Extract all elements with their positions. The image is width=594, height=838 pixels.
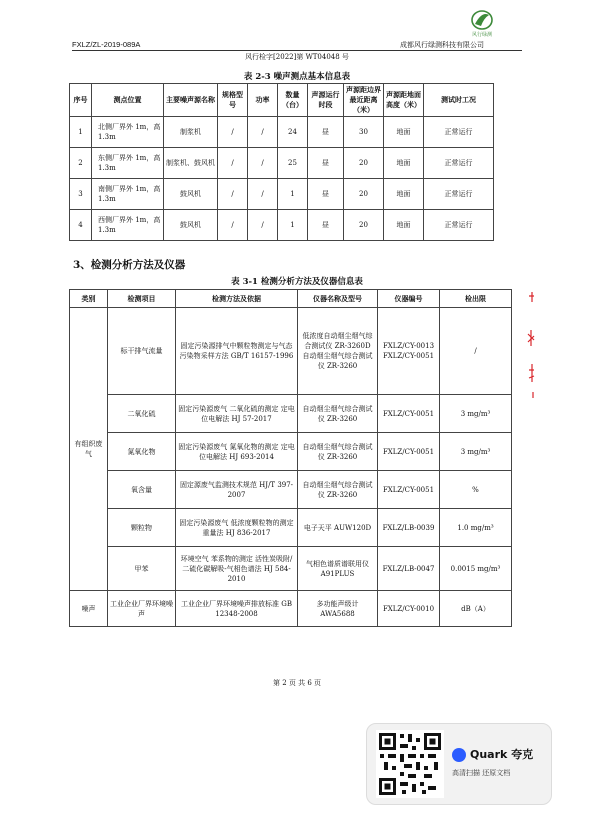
table-cell: 电子天平 AUW120D	[298, 509, 378, 547]
table-cell: 正常运行	[424, 117, 494, 148]
table-cell: /	[248, 117, 278, 148]
table-cell: /	[248, 179, 278, 210]
table-cell: 工业企业厂界环境噪声	[108, 591, 176, 627]
header-cell: 仪器名称及型号	[298, 290, 378, 308]
table-cell: 30	[344, 117, 384, 148]
header-cell: 规格型号	[218, 84, 248, 117]
table-row	[70, 591, 512, 627]
table-cell: 制浆机、鼓风机	[164, 148, 218, 179]
category-cell: 噪声	[70, 591, 108, 627]
table-cell: 多功能声级计 AWA5688	[298, 591, 378, 627]
table-cell: 2	[70, 148, 92, 179]
method-instrument-table	[69, 289, 512, 627]
section-title: 3、检测分析方法及仪器	[73, 259, 186, 271]
noise-point-table	[69, 83, 494, 241]
table-cell: 3	[70, 179, 92, 210]
table2-caption: 表 3-1 检测分析方法及仪器信息表	[231, 277, 363, 287]
table-cell: 地面	[384, 210, 424, 241]
category-cell: 有组织废气	[70, 308, 108, 591]
header-cell: 测试时工况	[424, 84, 494, 117]
table-cell: FXLZ/CY-0051	[378, 471, 440, 509]
table-cell: 1.0 mg/m³	[440, 509, 512, 547]
table-row	[70, 179, 494, 210]
table-row	[70, 308, 512, 395]
table-cell: 20	[344, 148, 384, 179]
header-cell: 声源距地面高度（米）	[384, 84, 424, 117]
table1-header-row	[70, 84, 494, 117]
seal-stamp-icon	[522, 290, 536, 400]
header-cell: 声源距边界最近距离（米）	[344, 84, 384, 117]
table-cell: dB（A）	[440, 591, 512, 627]
table-cell: 25	[278, 148, 308, 179]
quark-brand	[452, 748, 548, 762]
table-cell: 氮氧化物	[108, 433, 176, 471]
table-cell: 昼	[308, 148, 344, 179]
table-cell: FXLZ/LB-0039	[378, 509, 440, 547]
header-cell: 检测项目	[108, 290, 176, 308]
table-row	[70, 395, 512, 433]
table-cell: 地面	[384, 148, 424, 179]
table-cell: FXLZ/CY-0051	[378, 433, 440, 471]
header-cell: 功率	[248, 84, 278, 117]
table-cell: /	[248, 148, 278, 179]
table-cell: 20	[344, 210, 384, 241]
table-cell: 气相色谱质谱联用仪 A91PLUS	[298, 547, 378, 591]
table-row	[70, 148, 494, 179]
table-cell: 固定污染源废气 二氧化硫的测定 定电位电解法 HJ 57-2017	[176, 395, 298, 433]
table-cell: FXLZ/CY-0051	[378, 395, 440, 433]
table-row	[70, 210, 494, 241]
table-cell: 固定污染源废气 氮氧化物的测定 定电位电解法 HJ 693-2014	[176, 433, 298, 471]
table-cell: 3 mg/m³	[440, 395, 512, 433]
header-cell: 主要噪声源名称	[164, 84, 218, 117]
table-row	[70, 117, 494, 148]
table-cell: 地面	[384, 117, 424, 148]
header-cell: 声源运行时段	[308, 84, 344, 117]
table-row	[70, 509, 512, 547]
page-number: 第 2 页 共 6 页	[272, 679, 322, 687]
company-name: 成都风行绿测科技有限公司	[400, 41, 484, 49]
header-cell: 类别	[70, 290, 108, 308]
table-cell: 20	[344, 179, 384, 210]
table-cell: 固定源废气监测技术规范 HJ/T 397-2007	[176, 471, 298, 509]
header-cell: 序号	[70, 84, 92, 117]
header-divider	[72, 50, 522, 51]
table-cell: 制浆机	[164, 117, 218, 148]
table-cell: 自动烟尘烟气综合测试仪 ZR-3260	[298, 433, 378, 471]
table-row	[70, 547, 512, 591]
table2-header-row	[70, 290, 512, 308]
table-cell: 自动烟尘烟气综合测试仪 ZR-3260	[298, 471, 378, 509]
doc-code: FXLZ/ZL-2019-089A	[72, 40, 141, 49]
table-cell: 地面	[384, 179, 424, 210]
qr-code-icon	[376, 730, 444, 798]
table-cell: 西侧厂界外 1m，高 1.3m	[92, 210, 164, 241]
table-cell: FXLZ/CY-0010	[378, 591, 440, 627]
table-cell: 正常运行	[424, 148, 494, 179]
header-cell: 测点位置	[92, 84, 164, 117]
table-cell: /	[440, 308, 512, 395]
table-cell: 北侧厂界外 1m，高 1.3m	[92, 117, 164, 148]
table-cell: 二氧化硫	[108, 395, 176, 433]
header-cell: 检出限	[440, 290, 512, 308]
table-cell: /	[218, 179, 248, 210]
table-cell: 昼	[308, 179, 344, 210]
table-cell: 南侧厂界外 1m，高 1.3m	[92, 179, 164, 210]
table-cell: FXLZ/CY-0013 FXLZ/CY-0051	[378, 308, 440, 395]
table-cell: 环境空气 苯系物的测定 活性炭吸附/二硫化碳解吸-气相色谱法 HJ 584-2010	[176, 547, 298, 591]
table-cell: 颗粒物	[108, 509, 176, 547]
table-cell: 鼓风机	[164, 179, 218, 210]
quark-logo-icon	[452, 748, 466, 762]
table-cell: 氧含量	[108, 471, 176, 509]
table-cell: /	[218, 210, 248, 241]
quark-tagline: 高清扫描 还原文档	[452, 769, 511, 777]
table-cell: /	[218, 148, 248, 179]
table-cell: 1	[278, 210, 308, 241]
quark-brand-name: Quark 夸克	[470, 748, 534, 761]
table-cell: 1	[278, 179, 308, 210]
table-cell: %	[440, 471, 512, 509]
table-cell: 标干排气流量	[108, 308, 176, 395]
table-cell: 4	[70, 210, 92, 241]
table1-caption: 表 2-3 噪声测点基本信息表	[243, 72, 351, 82]
table-cell: 低浓度自动烟尘烟气综合测试仪 ZR-3260D 自动烟尘烟气综合测试仪 ZR-3260	[298, 308, 378, 395]
table-row	[70, 471, 512, 509]
table-cell: 24	[278, 117, 308, 148]
header-cell: 检测方法及依据	[176, 290, 298, 308]
table-cell: 昼	[308, 210, 344, 241]
logo-text: 风行绿测	[471, 32, 493, 38]
table-cell: 东侧厂界外 1m，高 1.3m	[92, 148, 164, 179]
table-cell: 工业企业厂界环境噪声排放标准 GB 12348-2008	[176, 591, 298, 627]
table-cell: 固定污染源排气中颗粒物测定与气态污染物采样方法 GB/T 16157-1996	[176, 308, 298, 395]
table-cell: /	[218, 117, 248, 148]
table-cell: 0.0015 mg/m³	[440, 547, 512, 591]
header-cell: 仪器编号	[378, 290, 440, 308]
table-row	[70, 433, 512, 471]
table-cell: 固定污染源废气 低浓度颗粒物的测定 重量法 HJ 836-2017	[176, 509, 298, 547]
header-cell: 数量（台）	[278, 84, 308, 117]
table-cell: 正常运行	[424, 210, 494, 241]
table-cell: 3 mg/m³	[440, 433, 512, 471]
company-logo-icon	[462, 9, 502, 39]
table-cell: 昼	[308, 117, 344, 148]
table-cell: 正常运行	[424, 179, 494, 210]
table-cell: 1	[70, 117, 92, 148]
table-cell: 自动烟尘烟气综合测试仪 ZR-3260	[298, 395, 378, 433]
table-cell: /	[248, 210, 278, 241]
table-cell: 甲苯	[108, 547, 176, 591]
table-cell: 鼓风机	[164, 210, 218, 241]
report-number: 风行检字[2022]第 WT04048 号	[245, 53, 349, 61]
table-cell: FXLZ/LB-0047	[378, 547, 440, 591]
